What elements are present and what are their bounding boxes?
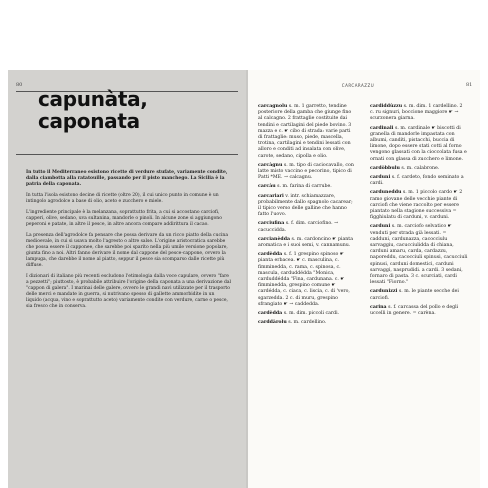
dictionary-column-left bbox=[258, 104, 356, 330]
dictionary-entry: cardiddùzzu s. m. dim. 1 cardellino. 2 c. ru signuri, boccione maggiore ☛ → scurzonera giarna. bbox=[370, 104, 463, 122]
dictionary-entry: cardèdda s. m. dim. piccoli cardi. bbox=[258, 311, 340, 317]
dictionary-entry: cardunizzi s. m. le piante secche dei carciofi. bbox=[370, 289, 459, 301]
title-line-2: caponata bbox=[38, 109, 140, 133]
dictionary-entry: carcàgnu s. m. tipo di caciocavallo, con latte misto vaccino e pecorino, tipico di Patti *ME. → calcagnu. bbox=[258, 162, 354, 181]
book-spread bbox=[8, 70, 480, 488]
dictionary-entry: carcariari v. intr. schiamazzare, probabilmente dallo spagnolo cacarear; il tipico verso delle galline che hanno fatto l'uovo. bbox=[258, 193, 353, 218]
title-line-1: capunàta, bbox=[38, 87, 148, 111]
title-rule bbox=[16, 154, 238, 155]
dictionary-entry: carduni s. m. carciofo selvatico ☛ venduti per strada già lessati. = cadduni, cardunazza, cacocciulu sarvaggiu, cacucciulidda di chiana, carduni amaru, carda, cardazzu, naporeddu, cacocciuli spinusi, cacucciuli spinusi, carduni domestici, carduni sarvaggi, nasprudidi. a cardi. 3 sedani, fornaro di pasta. 3 c. scurciati, cardi lessati "Fiorno." bbox=[370, 224, 468, 286]
dictionary-entry: carduni s. f. cardeto, fondo seminato a cardi. bbox=[370, 175, 464, 187]
page-title bbox=[38, 88, 238, 132]
body-text bbox=[26, 170, 231, 315]
running-head: CARCARAZZU bbox=[341, 83, 375, 88]
paragraph-5: I dizionari di italiano più recenti escludono l'etimologia dalla voce capulare, ovvero "fare a pezzetti"; piuttosto, è probabile attribuire l'origine della caponata a una derivazione dal "cappon di galera". I marinai delle galere, ovvero le grandi navi utilizzate per il trasporto delle merci e mandate in guerra, si nutrivano spesso di gallette ammorbidite in un liquido (acqua, vino e soprattutto aceto) variamente condite con verdure, carne o pesce, sia fresco che in conserva. bbox=[26, 274, 231, 309]
dictionary-entry: cardòbbulu s. m. calabrone. bbox=[370, 165, 440, 171]
dictionary-entry: carcianèdda s. m. cardoncino ☛ pianta aromatica e i suoi semi, v. cannamunu. bbox=[258, 236, 353, 249]
right-page-number: 81 bbox=[466, 82, 473, 88]
paragraph-3: L'ingrediente principale è la melanzana, soprattutto frita, a cui si accostano carciofi, capperi, olive, sedano, uva sultanina, mandorle o pinoli. In alcune zone si aggiungono peperoni e patate, in altre il pesce, in altre ancora compare addirittura il cacao. bbox=[26, 210, 222, 227]
dictionary-entry: carcagnolu s. m. 1 garretto, tendine posteriore della gamba che giunge fino al calcagno. 2 frattaglie costituite dai tendini e cartilagini del piede bovino. 3 mazza e c. ☛ cibo di strada: varie parti di frattaglie: muso, piede, mascella, trotina, cartilagini e tendini lessati con alloro e conditi ad insalata con olive, carote, sedano, cipolla e olio. bbox=[258, 104, 352, 159]
dictionary-entry: cardèdda s. f. 1 grespino spinoso ☛ pianta erbacea. ☛ c. masculina, c. fimminedda, c. rama, c. spinosa, c. mascula, carduddédda "Monica, carduddédda "Fina, cardunana. c. ☛ fimminedda, grespino comune ☛ cardédda, c. ciaca, c. liscia, c. di 'vero, sgarzedda. 2 c. di muru, grespino sfrangiato ☛ → caddedda. bbox=[258, 252, 350, 307]
dictionary-entry: carina s. f. carcassa del pollo e degli uccelli in genere. = carèna. bbox=[370, 304, 459, 317]
paragraph-4: La presenza dell'agrodolce fa pensare che possa derivare da un ricco piatto della cucina medioevale, in cui si usava molto l'agresto o altre salse. L'origine aristocratica sarebbe che possa essere il capponee, che sarebbe poi sparito nella più umile versione popolare, giunta fino a noi. Altri fanno derivare il nome dal cappone del pesce-cappone, ovvero la lampuga, che darebbe il nome al piatto, seppur il pesce sia scomparso dalle ricette più diffuse. bbox=[26, 233, 229, 268]
dictionary-entry: carduneddu s. m. 1 piccolo cardo ☛ 2 ramo giovane delle vecchie piante di carciofi che viene raccolto per essere piantato nella stagione successiva = figghiulatu di carduni, v. carduni. bbox=[370, 190, 463, 221]
right-page bbox=[248, 70, 480, 488]
paragraph-1: In tutto il Mediterraneo esistono ricette di verdure stufate, variamente condite, dalla ciambotta alla ratatouille, passando per il pisto manchego. La Sicilia è la patria della caponata. bbox=[26, 170, 228, 187]
dictionary-column-right bbox=[370, 104, 468, 320]
dictionary-entry: carddàrolu s. m. cardellino. bbox=[258, 320, 327, 326]
left-page bbox=[8, 70, 246, 488]
dictionary-entry: carcàu s. m. farina di carrube. bbox=[258, 184, 332, 190]
paragraph-2: In tutta l'isola esistono decine di ricette (oltre 20), il cui unico punto in comune è un intingolo agrodolce a base di olio, aceto e zucchero e miele. bbox=[26, 193, 219, 204]
left-page-number: 80 bbox=[16, 82, 23, 88]
dictionary-entry: carciufina s. f. dim. carciofino. → cacuccidda. bbox=[258, 221, 339, 233]
dictionary-entry: cardinali s. m. cardinale ☛ biscotti di granella di mandorle impastata con albumi, canditi, pistacchi, buccia di limone, dopo essere stati cotti al forno vengono glassati con la cioccolata fusa e ornati con glassa di zucchero e limone. bbox=[370, 125, 467, 162]
